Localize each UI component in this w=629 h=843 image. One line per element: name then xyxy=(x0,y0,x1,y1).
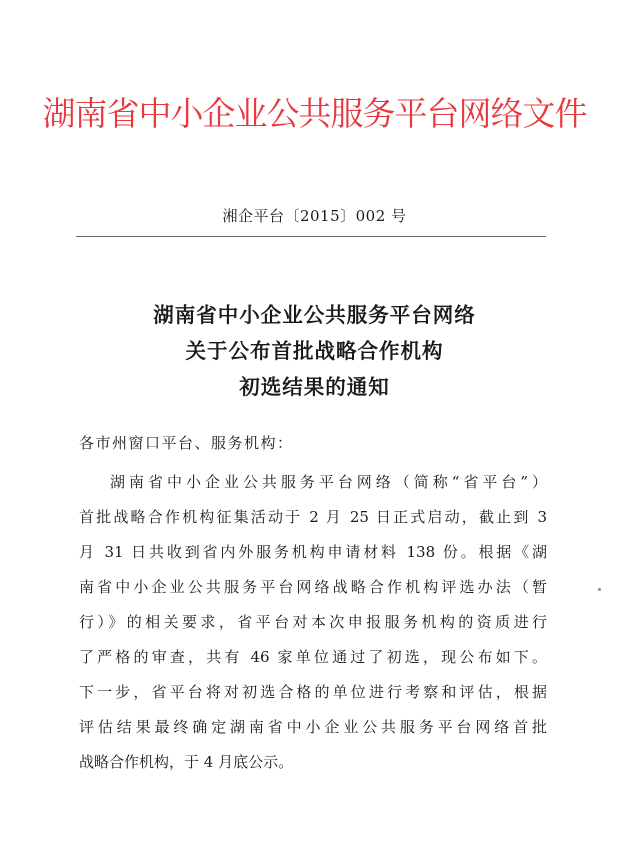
document-number: 湘企平台〔2015〕002 号 xyxy=(222,207,407,225)
body-line: 首批战略合作机构征集活动于 2 月 25 日正式启动，截止到 3 xyxy=(79,508,547,526)
body-line: 了严格的审查，共有 46 家单位通过了初选，现公布如下。 xyxy=(79,648,547,666)
salutation: 各市州窗口平台、服务机构： xyxy=(79,434,294,452)
body-line: 评估结果最终确定湖南省中小企业公共服务平台网络首批 xyxy=(79,718,547,736)
body-line: 月 31 日共收到省内外服务机构申请材料 138 份。根据《湖 xyxy=(79,543,547,561)
body-line: 战略合作机构，于 4 月底公示。 xyxy=(79,753,294,771)
body-line: 南省中小企业公共服务平台网络战略合作机构评选办法（暂 xyxy=(79,578,547,596)
header-divider xyxy=(76,236,546,237)
notice-title-line-3: 初选结果的通知 xyxy=(239,375,390,399)
notice-title-line-1: 湖南省中小企业公共服务平台网络 xyxy=(153,303,476,327)
masthead-title: 湖南省中小企业公共服务平台网络文件 xyxy=(42,94,587,133)
body-line: 行）》的相关要求，省平台对本次申报服务机构的资质进行 xyxy=(79,613,547,631)
body-line: 下一步，省平台将对初选合格的单位进行考察和评估，根据 xyxy=(79,683,547,701)
scan-speck xyxy=(598,588,601,591)
body-line: 湖南省中小企业公共服务平台网络（简称“省平台”） xyxy=(110,473,547,491)
notice-title-line-2: 关于公布首批战略合作机构 xyxy=(185,339,444,363)
